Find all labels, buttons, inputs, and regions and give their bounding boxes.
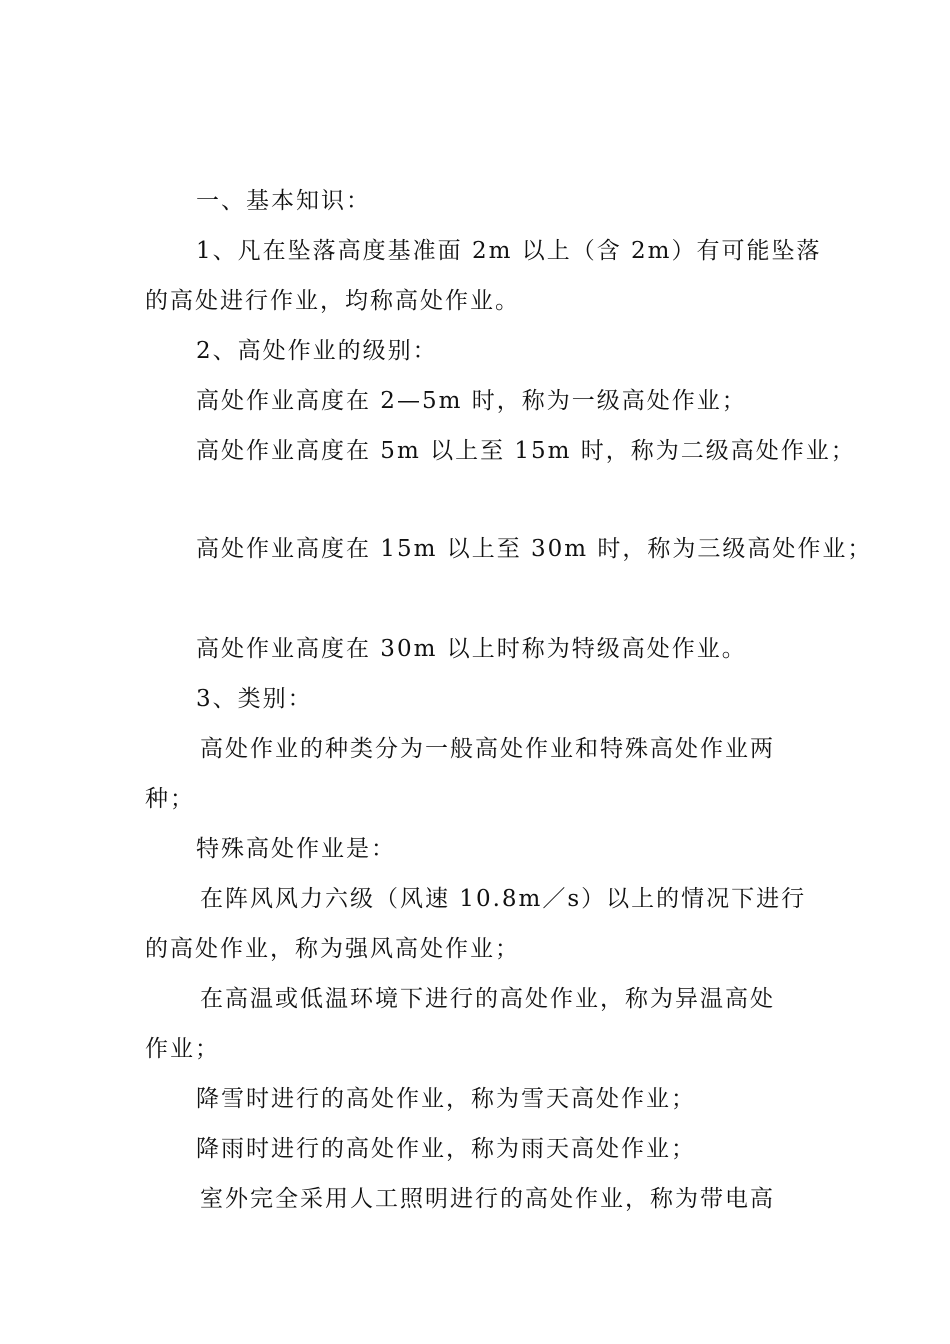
paragraph-10-line-1: 在阵风风力六级（风速 10.8m／s）以上的情况下进行 <box>200 886 807 912</box>
paragraph-5: 高处作业高度在 15m 以上至 30m 时，称为三级高处作业； <box>196 536 873 562</box>
paragraph-1-line-1: 1、凡在坠落高度基准面 2m 以上（含 2m）有可能坠落 <box>196 238 822 264</box>
paragraph-8-line-1: 高处作业的种类分为一般高处作业和特殊高处作业两 <box>200 736 775 762</box>
paragraph-3: 高处作业高度在 2—5m 时，称为一级高处作业； <box>196 388 747 414</box>
paragraph-9: 特殊高处作业是： <box>196 836 396 862</box>
section-heading: 一、基本知识： <box>196 188 371 214</box>
paragraph-2: 2、高处作业的级别： <box>196 338 438 364</box>
paragraph-11-line-1: 在高温或低温环境下进行的高处作业，称为异温高处 <box>200 986 775 1012</box>
paragraph-11-line-2: 作业； <box>145 1036 220 1062</box>
paragraph-14: 室外完全采用人工照明进行的高处作业，称为带电高 <box>200 1186 775 1212</box>
paragraph-13: 降雨时进行的高处作业，称为雨天高处作业； <box>196 1136 696 1162</box>
paragraph-7: 3、类别： <box>196 686 313 712</box>
paragraph-1-line-2: 的高处进行作业，均称高处作业。 <box>145 288 520 314</box>
paragraph-6: 高处作业高度在 30m 以上时称为特级高处作业。 <box>196 636 747 662</box>
paragraph-10-line-2: 的高处作业，称为强风高处作业； <box>145 936 520 962</box>
paragraph-8-line-2: 种； <box>145 786 195 812</box>
paragraph-12: 降雪时进行的高处作业，称为雪天高处作业； <box>196 1086 696 1112</box>
paragraph-4: 高处作业高度在 5m 以上至 15m 时，称为二级高处作业； <box>196 438 856 464</box>
